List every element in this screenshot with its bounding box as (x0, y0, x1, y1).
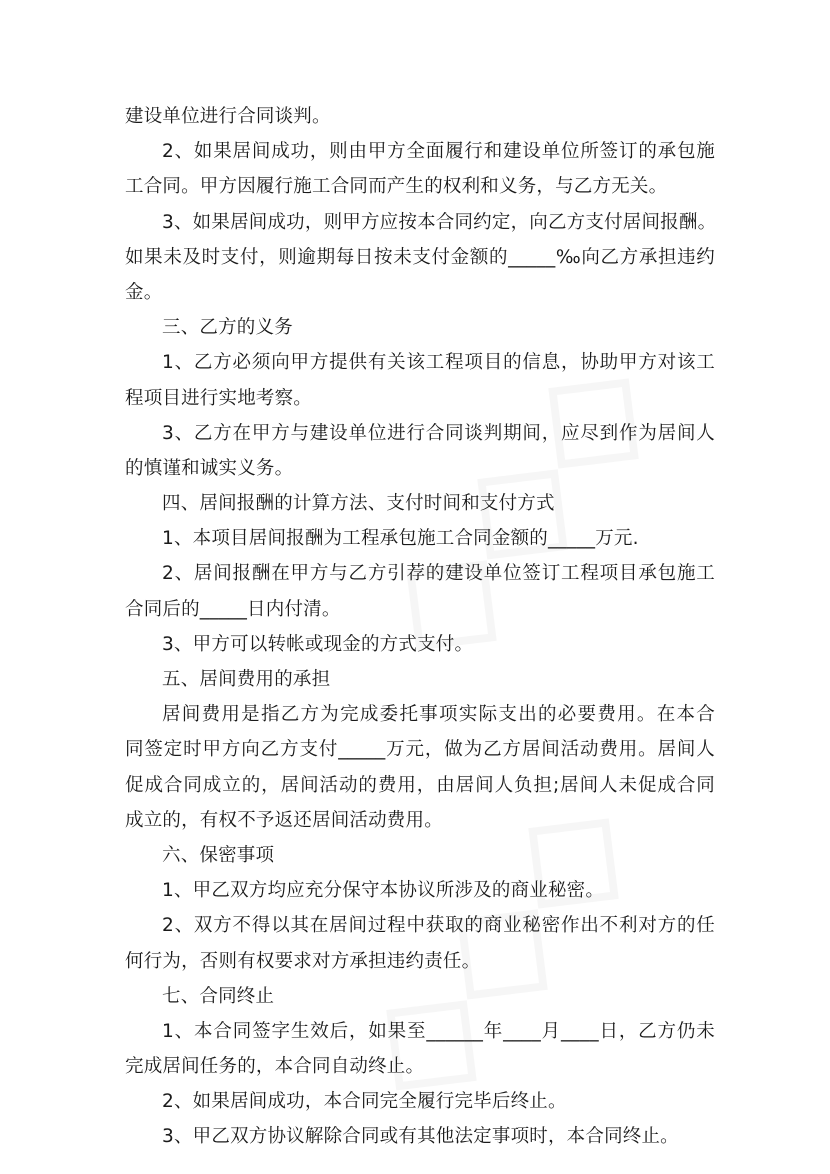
text-line: 居间费用是指乙方为完成委托事项实际支出的必要费用。在本合 (162, 704, 715, 726)
text-line: 工合同。甲方因履行施工合同而产生的权利和义务，与乙方无关。 (125, 176, 668, 198)
section-heading: 五、居间费用的承担 (162, 669, 331, 690)
text-line: 3、如果居间成功，则甲方应按本合同约定，向乙方支付居间报酬。 (162, 211, 717, 233)
section-heading: 三、乙方的义务 (162, 317, 293, 339)
text-line: 2、如果居间成功，则由甲方全面履行和建设单位所签订的承包施 (162, 141, 715, 163)
text-line: 成立的，有权不予返还居间活动费用。 (125, 809, 443, 831)
text-line: 合同后的_____日内付清。 (125, 598, 341, 620)
text-line: 1、甲乙双方均应充分保守本协议所涉及的商业秘密。 (162, 880, 605, 902)
text-line: 程项目进行实地考察。 (125, 387, 313, 409)
section-heading: 四、居间报酬的计算方法、支付时间和支付方式 (162, 493, 555, 515)
text-line: 的慎谨和诚实义务。 (125, 457, 294, 479)
text-line: 何行为，否则有权要求对方承担违约责任。 (125, 950, 481, 972)
text-line: 2、如果居间成功，本合同完全履行完毕后终止。 (162, 1091, 567, 1113)
section-heading: 六、保密事项 (162, 844, 275, 866)
text-line: 同签定时甲方向乙方支付_____万元，做为乙方居间活动费用。居间人 (125, 739, 715, 761)
text-line: 3、乙方在甲方与建设单位进行合同谈判期间，应尽到作为居间人 (162, 422, 715, 444)
text-line: 促成合同成立的，居间活动的费用，由居间人负担;居间人未促成合同 (125, 774, 715, 796)
text-line: 金。 (125, 281, 163, 303)
text-line: 3、甲乙双方协议解除合同或有其他法定事项时，本合同终止。 (162, 1126, 679, 1148)
text-line: 3、甲方可以转帐或现金的方式支付。 (162, 633, 474, 655)
text-line: 1、本合同签字生效后，如果至______年____月____日，乙方仍未 (162, 1020, 715, 1042)
text-line: 建设单位进行合同谈判。 (125, 106, 331, 127)
text-line: 完成居间任务的，本合同自动终止。 (125, 1056, 425, 1078)
section-heading: 七、合同终止 (162, 985, 275, 1007)
text-line: 2、居间报酬在甲方与乙方引荐的建设单位签订工程项目承包施工 (162, 563, 715, 585)
text-line: 2、双方不得以其在居间过程中获取的商业秘密作出不利对方的任 (162, 915, 715, 937)
text-line: 如果未及时支付，则逾期每日按未支付金额的_____‰向乙方承担违约 (125, 246, 715, 268)
text-line: 1、本项目居间报酬为工程承包施工合同金额的_____万元. (162, 528, 639, 550)
document-body (125, 99, 715, 1155)
text-line: 1、乙方必须向甲方提供有关该工程项目的信息，协助甲方对该工 (162, 352, 715, 374)
